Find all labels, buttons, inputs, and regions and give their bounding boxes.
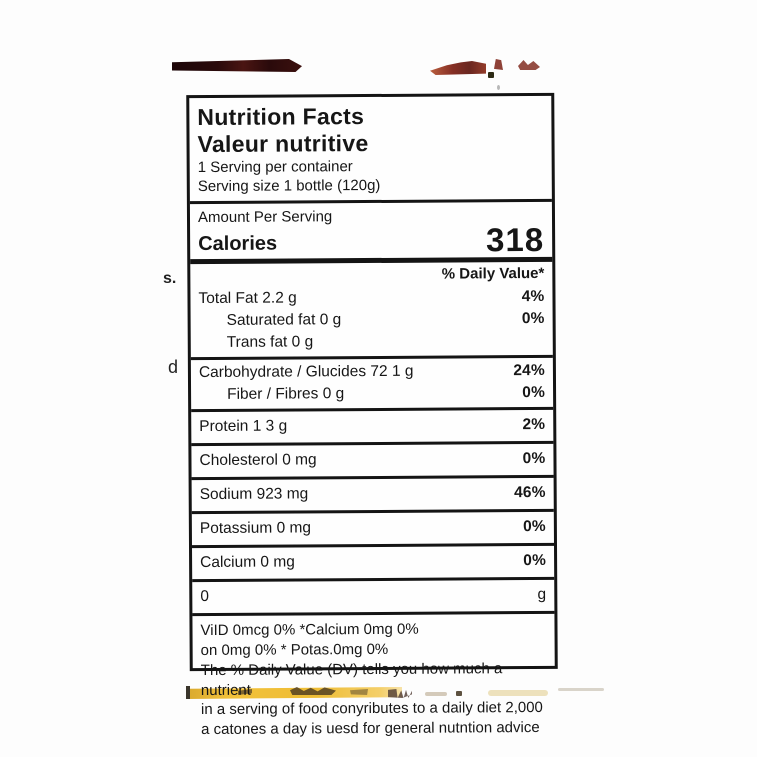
print-artifact-maroon-strip <box>172 59 302 72</box>
nutrient-percent: 0% <box>523 551 547 570</box>
print-artifact-red-mark <box>494 59 503 70</box>
nutrient-row <box>191 308 553 332</box>
print-artifact-dark-tick <box>186 686 190 699</box>
nutrient-row <box>191 330 553 354</box>
nutrient-label: Saturated fat 0 g <box>226 311 342 329</box>
nutrient-label: Fiber / Fibres 0 g <box>227 385 345 403</box>
stray-letter-s: s. <box>163 270 177 287</box>
nutrient-label: Protein 1 3 g <box>199 417 288 436</box>
nutrient-row <box>192 514 554 542</box>
nutrient-row <box>191 382 553 406</box>
nutrient-boxes <box>190 284 554 616</box>
nutrient-row <box>191 446 553 474</box>
print-artifact-red-smudge <box>430 61 486 75</box>
nutrient-box <box>192 580 554 616</box>
label-header <box>189 96 552 204</box>
footnote-vitamins-line1: ViID 0mcg 0% *Calcium 0mg 0% <box>200 620 419 640</box>
nutrient-row <box>190 286 552 310</box>
nutrient-percent: 0% <box>522 449 546 468</box>
print-artifact-red-mark <box>518 60 540 70</box>
nutrient-box <box>192 546 554 582</box>
dv-explanation-line: in a serving of food conyributes to a daily diet 2,000 <box>200 698 543 719</box>
stray-letter-d: d <box>168 357 179 377</box>
footnote-section <box>192 614 555 743</box>
nutrient-label: Total Fat 2.2 g <box>198 289 297 308</box>
nutrient-row <box>192 582 554 610</box>
serving-size: Serving size 1 bottle (120g) <box>197 176 381 196</box>
nutrient-box <box>191 444 553 480</box>
calories-section <box>190 202 552 264</box>
nutrient-percent: 24% <box>513 361 545 380</box>
nutrient-percent: 0% <box>521 309 545 328</box>
nutrient-label: Cholesterol 0 mg <box>199 451 317 470</box>
nutrient-percent: 4% <box>521 287 545 306</box>
amount-per-serving: Amount Per Serving <box>197 208 333 227</box>
nutrient-percent: g <box>537 585 547 603</box>
daily-value-header: % Daily Value* <box>441 264 545 283</box>
calories-row <box>198 220 545 259</box>
nutrient-box <box>192 478 554 514</box>
title-french: Valeur nutritive <box>197 130 369 158</box>
dv-explanation-line: The % Daily Value (DV) tells you how much a nutrient <box>200 660 503 699</box>
footnote-vitamins-line2: on 0mg 0% * Potas.0mg 0% <box>200 640 389 660</box>
calories-value: 318 <box>485 220 545 259</box>
calories-label: Calories <box>198 232 278 256</box>
nutrient-label: Potassium 0 mg <box>199 519 312 538</box>
nutrient-box <box>191 410 553 446</box>
nutrient-box <box>192 512 554 548</box>
nutrient-label: 0 <box>200 588 209 606</box>
nutrient-label: Trans fat 0 g <box>226 333 314 351</box>
nutrient-row <box>191 412 553 440</box>
nutrient-percent: 2% <box>522 415 546 434</box>
nutrition-label <box>186 93 558 738</box>
nutrient-row <box>192 548 554 576</box>
nutrient-percent: 0% <box>522 383 546 402</box>
title-english: Nutrition Facts <box>197 103 365 131</box>
print-artifact-dark-dot <box>488 72 494 78</box>
nutrient-label: Calcium 0 mg <box>200 553 295 572</box>
servings-per-container: 1 Serving per container <box>197 158 353 177</box>
nutrient-box <box>191 358 553 412</box>
nutrient-label: Sodium 923 mg <box>199 485 309 504</box>
nutrient-label: Carbohydrate / Glucides 72 1 g <box>198 362 414 382</box>
nutrient-box <box>190 284 552 360</box>
print-artifact-gray-line <box>558 688 604 691</box>
print-artifact-comma-mark <box>497 85 500 90</box>
nutrient-row <box>192 480 554 508</box>
nutrient-row <box>191 360 553 384</box>
dv-explanation-line: a catones a day is uesd for general nutntion advice <box>201 718 540 738</box>
nutrient-percent: 46% <box>514 483 546 502</box>
nutrient-percent: 0% <box>523 517 546 536</box>
